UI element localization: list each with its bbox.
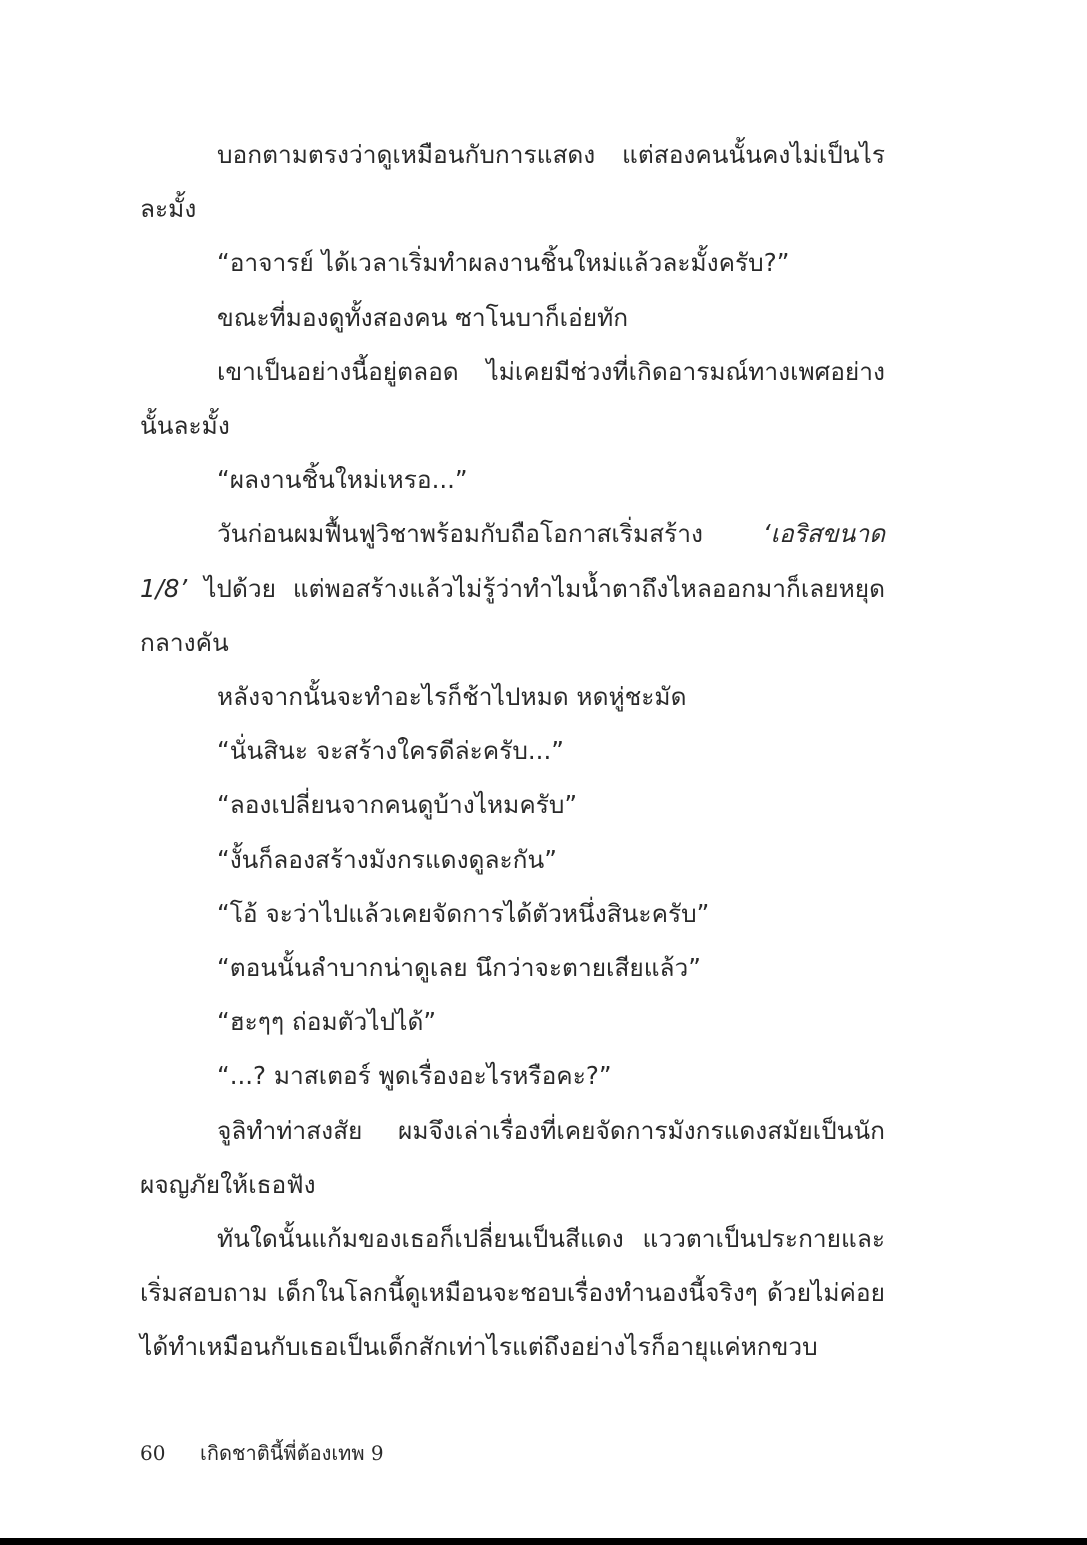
paragraph: “...? มาสเตอร์ พูดเรื่องอะไรหรือคะ?” [217, 1061, 612, 1091]
paragraph: “งั้นก็ลองสร้างมังกรแดงดูละกัน” [217, 844, 557, 874]
paragraph-lead: วันก่อนผมฟื้นฟูวิชาพร้อมกับถือโอกาสเริ่มสร้าง [217, 519, 763, 549]
italic-figure-title: ‘เอริสขนาด 1/8’ [140, 519, 885, 603]
paragraph: ขณะที่มองดูทั้งสองคน ซาโนบาก็เอ่ยทัก [217, 302, 629, 332]
page-number: 60 [140, 1441, 166, 1465]
paragraph-with-italic-title [140, 507, 885, 670]
paragraph: “ลองเปลี่ยนจากคนดูบ้างไหมครับ” [217, 790, 578, 820]
paragraph: เขาเป็นอย่างนี้อยู่ตลอด ไม่เคยมีช่วงที่เกิดอารมณ์ทางเพศอย่างนั้นละมั้ง [140, 356, 885, 441]
paragraph: ทันใดนั้นแก้มของเธอก็เปลี่ยนเป็นสีแดง แววตาเป็นประกายและเริ่มสอบถาม เด็กในโลกนี้ดูเหมือนจะชอบเรื่องทำนองนี้จริงๆ ด้วยไม่ค่อยได้ทำเหมือนกับเธอเป็นเด็กสักเท่าไรแต่ถึงอย่างไรก็อายุแค่หกขวบ [140, 1224, 885, 1362]
paragraph: “อาจารย์ ได้เวลาเริ่มทำผลงานชิ้นใหม่แล้วละมั้งครับ?” [217, 248, 790, 278]
paragraph: “ผลงานชิ้นใหม่เหรอ...” [217, 465, 468, 495]
book-title: เกิดชาตินี้พี่ต้องเทพ 9 [200, 1441, 384, 1465]
paragraph: “ฮะๆๆ ถ่อมตัวไปได้” [217, 1007, 437, 1037]
paragraph-tail: ไปด้วย แต่พอสร้างแล้วไม่รู้ว่าทำไมน้ำตาถึงไหลออกมาก็เลยหยุดกลางคัน [140, 573, 885, 657]
paragraph: หลังจากนั้นจะทำอะไรก็ช้าไปหมด หดหู่ชะมัด [217, 682, 687, 712]
bottom-rule [0, 1538, 1087, 1545]
paragraph: “ตอนนั้นลำบากน่าดูเลย นึกว่าจะตายเสียแล้ว” [217, 953, 701, 983]
paragraph: “นั่นสินะ จะสร้างใครดีล่ะครับ...” [217, 736, 564, 766]
page-footer [140, 1438, 384, 1468]
page-body [140, 128, 885, 1375]
paragraph: จูลิทำท่าสงสัย ผมจึงเล่าเรื่องที่เคยจัดการมังกรแดงสมัยเป็นนักผจญภัยให้เธอฟัง [140, 1115, 885, 1199]
paragraph: บอกตามตรงว่าดูเหมือนกับการแสดง แต่สองคนนั้นคงไม่เป็นไรละมั้ง [140, 140, 885, 224]
paragraph: “โอ้ จะว่าไปแล้วเคยจัดการได้ตัวหนึ่งสินะครับ” [217, 898, 710, 928]
